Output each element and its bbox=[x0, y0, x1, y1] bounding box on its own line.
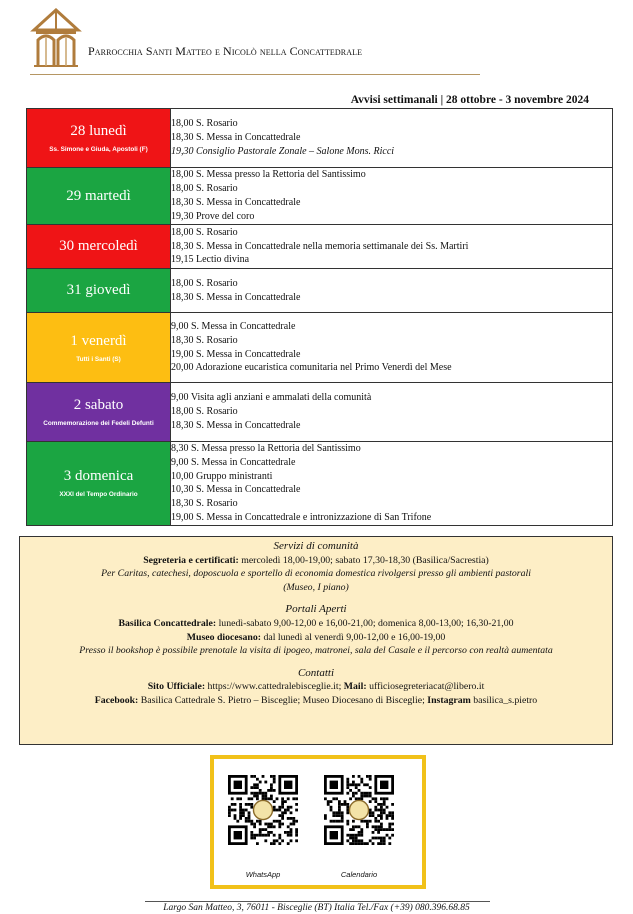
day-cell bbox=[27, 383, 171, 442]
day-name: 31 giovedì bbox=[66, 282, 131, 298]
day-cell bbox=[27, 269, 171, 313]
museo-hours: Museo diocesano: dal lunedì al venerdì 9,00-12,00 e 16,00-19,00 bbox=[186, 631, 446, 643]
footer-divider bbox=[145, 901, 490, 902]
portali-heading: Portali Aperti bbox=[285, 603, 347, 616]
calendar-qr-code[interactable] bbox=[324, 775, 394, 845]
day-name: 3 domenica bbox=[63, 468, 134, 485]
qr-codes-box bbox=[210, 755, 426, 889]
segreteria-line: Segreteria e certificati: mercoledì 18,00-19,00; sabato 17,30-18,30 (Basilica/Sacrestia) bbox=[143, 554, 489, 566]
liturgical-note: Ss. Simone e Giuda, Apostoli (F) bbox=[49, 146, 148, 153]
events-cell bbox=[171, 313, 613, 383]
header-divider bbox=[30, 74, 480, 75]
events-cell bbox=[171, 168, 613, 225]
day-name: 28 lunedì bbox=[70, 123, 127, 139]
event-item: 18,00 S. Rosario bbox=[171, 183, 238, 195]
event-item: 20,00 Adorazione eucaristica comunitaria nel Primo Venerdì del Mese bbox=[171, 362, 452, 374]
social-line: Facebook: Basilica Cattedrale S. Pietro – Bisceglie; Museo Diocesano di Bisceglie; Instagram basilica_s.pietro bbox=[94, 694, 538, 706]
servizi-heading: Servizi di comunità bbox=[273, 540, 359, 552]
day-name: 1 venerdì bbox=[70, 332, 127, 349]
whatsapp-qr-code[interactable] bbox=[228, 775, 298, 845]
event-item: 19,00 S. Messa in Concattedrale bbox=[171, 348, 301, 360]
liturgical-note: Commemorazione dei Fedeli Defunti bbox=[43, 420, 154, 427]
events-cell bbox=[171, 383, 613, 442]
event-item: 18,30 S. Messa in Concattedrale bbox=[171, 197, 301, 208]
day-row bbox=[27, 109, 613, 168]
day-cell bbox=[27, 225, 171, 269]
event-item: 10,30 S. Messa in Concattedrale bbox=[171, 484, 301, 496]
events-cell bbox=[171, 109, 613, 168]
event-item: 19,15 Lectio divina bbox=[171, 254, 250, 266]
event-item: 9,00 Visita agli anziani e ammalati della comunità bbox=[171, 392, 372, 404]
event-item: 10,00 Gruppo ministranti bbox=[171, 470, 273, 482]
caritas-location: (Museo, I piano) bbox=[283, 581, 349, 593]
caritas-line: Per Caritas, catechesi, doposcuola e sportello di economia domestica rivolgersi presso gli ambienti pastorali bbox=[101, 568, 531, 580]
events-cell bbox=[171, 442, 613, 526]
email-link[interactable]: ufficiosegreteriacat@libero.it bbox=[366, 681, 485, 693]
day-name: 29 martedì bbox=[66, 187, 131, 204]
basilica-hours: Basilica Concattedrale: lunedì-sabato 9,00-12,00 e 16,00-21,00; domenica 8,00-13,00; 16,30-21,00 bbox=[118, 617, 514, 629]
event-item: 18,00 S. Messa presso la Rettoria del Santissimo bbox=[171, 169, 366, 181]
website-mail-line: Sito Ufficiale: https://www.cattedralebisceglie.it; Mail: ufficiosegreteriacat@libero.it bbox=[147, 681, 485, 693]
weekly-schedule bbox=[26, 108, 613, 526]
liturgical-note: Tutti i Santi (S) bbox=[76, 355, 121, 363]
community-info-box bbox=[19, 536, 613, 745]
website-link[interactable]: https://www.cattedralebisceglie.it; bbox=[205, 681, 342, 693]
weekly-notices-title: Avvisi settimanali | 28 ottobre - 3 novembre 2024 bbox=[350, 94, 589, 106]
event-item: 18,30 S. Messa in Concattedrale bbox=[171, 419, 301, 431]
contatti-heading: Contatti bbox=[297, 666, 335, 679]
event-item: 18,30 S. Rosario bbox=[171, 498, 238, 510]
day-row bbox=[27, 168, 613, 225]
event-item: 18,30 S. Messa in Concattedrale bbox=[171, 132, 301, 144]
event-item: 18,30 S. Messa in Concattedrale nella memoria settimanale dei Ss. Martiri bbox=[171, 240, 469, 252]
event-item: 18,00 S. Rosario bbox=[171, 406, 238, 418]
day-row bbox=[27, 269, 613, 313]
day-cell bbox=[27, 313, 171, 383]
church-logo-icon bbox=[30, 8, 82, 68]
day-cell bbox=[27, 442, 171, 526]
day-name: 2 sabato bbox=[73, 397, 124, 413]
day-row bbox=[27, 225, 613, 269]
event-item: 9,00 S. Messa in Concattedrale bbox=[171, 456, 296, 468]
event-item: 8,30 S. Messa presso la Rettoria del Santissimo bbox=[171, 443, 361, 454]
event-item: 18,00 S. Rosario bbox=[171, 277, 238, 289]
bookshop-note: Presso il bookshop è possibile prenotale la visita di ipogeo, matronei, sala del Casale e il percorso con realtà aumentata bbox=[79, 645, 553, 657]
event-item: 19,00 S. Messa in Concattedrale e intronizzazione di San Trifone bbox=[171, 511, 432, 523]
events-cell bbox=[171, 269, 613, 313]
event-item: 18,30 S. Messa in Concattedrale bbox=[171, 291, 301, 303]
event-item: 19,30 Consiglio Pastorale Zonale – Salone Mons. Ricci bbox=[171, 145, 395, 157]
day-row bbox=[27, 313, 613, 383]
whatsapp-label: WhatsApp bbox=[245, 870, 281, 879]
event-item: 9,00 S. Messa in Concattedrale bbox=[171, 320, 296, 332]
events-cell bbox=[171, 225, 613, 269]
parish-name: Parrocchia Santi Matteo e Nicolò nella Concattedrale bbox=[88, 44, 363, 58]
day-cell bbox=[27, 168, 171, 225]
event-item: 18,00 S. Rosario bbox=[171, 226, 238, 238]
event-item: 19,30 Prove del coro bbox=[171, 210, 255, 222]
footer-address: Largo San Matteo, 3, 76011 - Bisceglie (BT) Italia Tel./Fax (+39) 080.396.68.85 bbox=[163, 903, 470, 913]
page-header bbox=[30, 8, 490, 78]
day-row bbox=[27, 383, 613, 442]
day-cell bbox=[27, 109, 171, 168]
day-name: 30 mercoledì bbox=[59, 238, 138, 254]
calendario-label: Calendario bbox=[340, 870, 378, 879]
liturgical-note: XXXI del Tempo Ordinario bbox=[59, 491, 138, 499]
day-row bbox=[27, 442, 613, 526]
event-item: 18,00 S. Rosario bbox=[171, 118, 238, 130]
event-item: 18,30 S. Rosario bbox=[171, 334, 238, 346]
